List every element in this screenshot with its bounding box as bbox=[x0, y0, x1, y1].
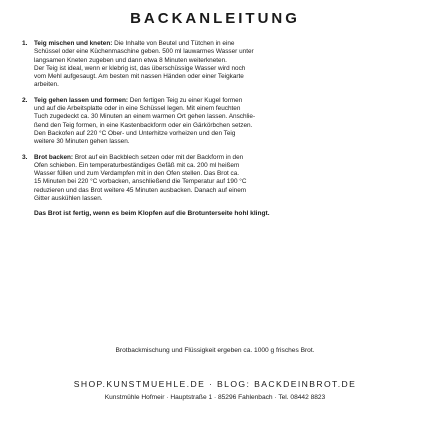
step-line: langsamen Kneten zugeben und dann etwa 8 Minuten weiterkneten. bbox=[34, 56, 227, 64]
step-line: reduzieren und das Brot weitere 45 Minuten ausbacken. Danach auf einem bbox=[34, 186, 247, 194]
step-line: weitere 30 Minuten gehen lassen. bbox=[34, 138, 130, 146]
step-lead: Brot backen: bbox=[34, 153, 74, 161]
step-line: Ofen schieben. Ein temperaturbeständiges Gefäß mit ca. 200 ml heißem bbox=[34, 161, 240, 169]
yield-summary: Brotbackmischung und Flüssigkeit ergeben ca. 1000 g frisches Brot. bbox=[115, 347, 315, 354]
step-1 bbox=[22, 40, 416, 90]
step-3 bbox=[22, 154, 416, 204]
contact-address: Kunstmühle Hofmeir · Hauptstraße 1 · 85296 Fahlenbach · Tel. 08442 8823 bbox=[104, 394, 326, 401]
step-text: Brot auf ein Backblech setzen oder mit der Backform in den bbox=[73, 153, 244, 161]
step-line: Gitter auskühlen lassen. bbox=[34, 195, 103, 203]
step-number: 1. bbox=[22, 40, 28, 47]
step-line: Der Teig ist ideal, wenn er klebrig ist, das überschüssige Wasser wird noch bbox=[34, 64, 246, 72]
step-line: Wasser füllen und zum Verdampfen mit in den Ofen stellen. Das Brot ca. bbox=[34, 170, 240, 178]
step-line: arbeiten. bbox=[34, 81, 59, 89]
step-line: Den Backofen auf 220 °C Ober- und Unterhitze vorheizen und den Teig bbox=[34, 129, 236, 137]
step-lead: Teig mischen und kneten: bbox=[34, 40, 113, 47]
page-title: BACKANLEITUNG bbox=[130, 10, 300, 27]
step-line bbox=[34, 40, 416, 48]
step-text: Den fertigen Teig zu einer Kugel formen bbox=[127, 96, 243, 104]
step-number: 3. bbox=[22, 153, 28, 161]
step-line: vom Mehl aufgesaugt. Am besten mit nassen Händen oder einer Teigkarte bbox=[34, 73, 244, 81]
step-text: Die Inhalte von Beutel und Tütchen in eine bbox=[112, 40, 235, 47]
step-line bbox=[34, 97, 416, 105]
instruction-steps bbox=[22, 40, 416, 219]
step-line: und auf die Arbeitsplatte oder in eine Schüssel legen. Mit einem feuchten bbox=[34, 105, 241, 113]
step-line: ßend den Teig formen, in eine Kastenbackform oder ein Gärkörbchen setzen. bbox=[34, 121, 253, 129]
step-2 bbox=[22, 97, 416, 147]
step-line: Tuch zugedeckt ca. 30 Minuten an einem warmen Ort gehen lassen. Anschlie- bbox=[34, 113, 256, 121]
final-note: Das Brot ist fertig, wenn es beim Klopfen auf die Brotunterseite hohl klingt. bbox=[34, 210, 270, 218]
step-number: 2. bbox=[22, 96, 28, 104]
step-line: Schüssel oder eine Küchenmaschine geben. 500 ml lauwarmes Wasser unter bbox=[34, 48, 254, 56]
step-line: 15 Minuten bei 220 °C vorbacken, anschließend die Temperatur auf 190 °C bbox=[34, 178, 247, 186]
step-lead: Teig gehen lassen und formen: bbox=[34, 96, 128, 104]
step-line bbox=[34, 154, 416, 162]
website-links: SHOP.KUNSTMUEHLE.DE · BLOG: BACKDEINBROT.DE bbox=[73, 379, 357, 389]
